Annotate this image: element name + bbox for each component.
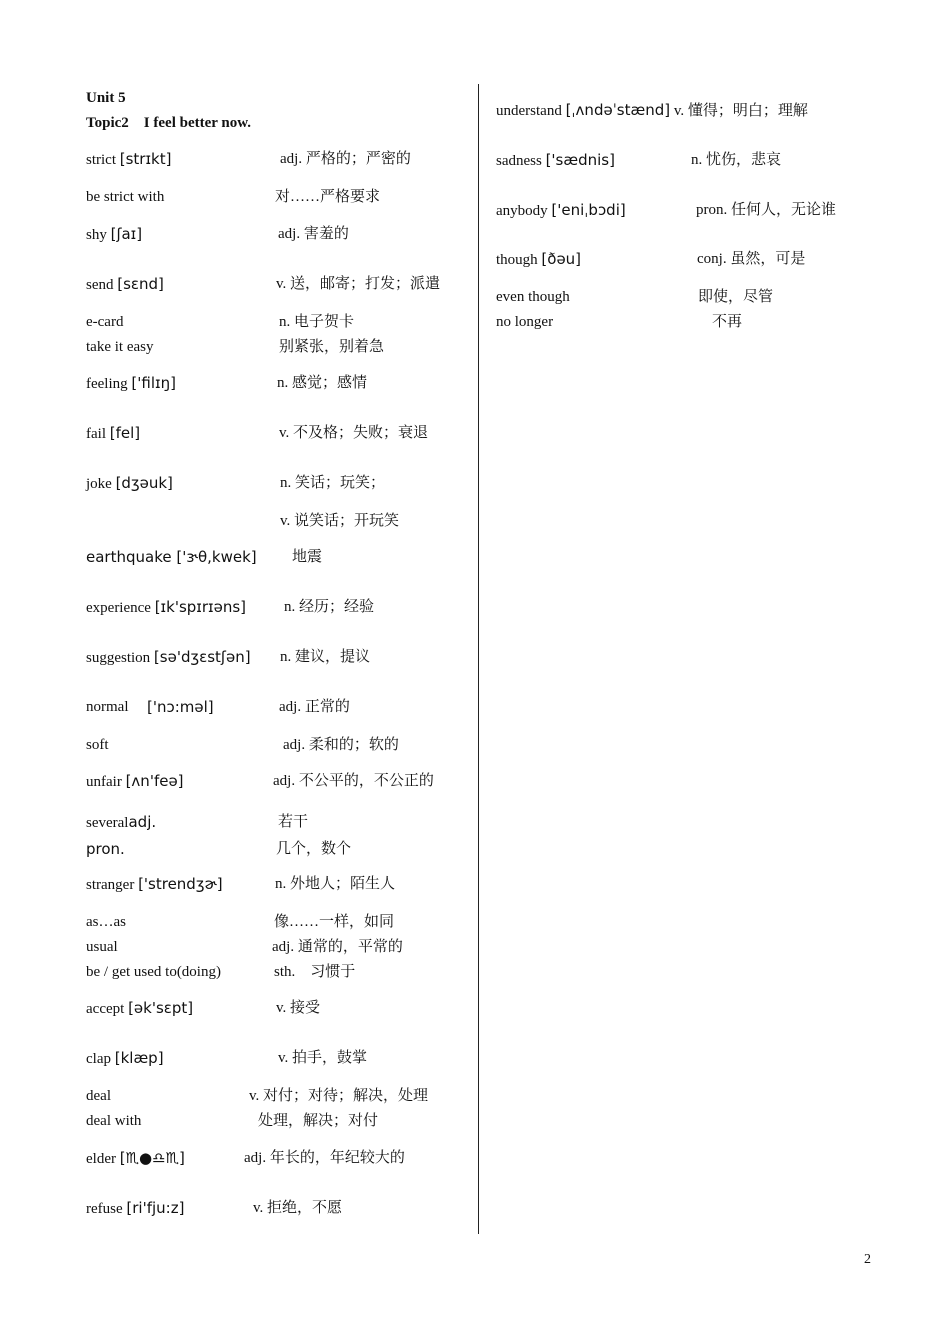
vocab-word: elder bbox=[86, 1151, 116, 1167]
vocab-word: joke bbox=[86, 476, 112, 492]
vocab-def: v. 说笑话；开玩笑 bbox=[280, 513, 400, 529]
vocab-phonetic: [sɛnd] bbox=[117, 275, 164, 293]
vocab-def: conj. 虽然，可是 bbox=[697, 251, 806, 267]
vocab-phonetic: ['nɔ:məl] bbox=[147, 698, 214, 716]
vocab-def: 对……严格要求 bbox=[275, 189, 381, 205]
vocab-def: v. 懂得；明白；理解 bbox=[673, 103, 808, 119]
vocab-word: several bbox=[86, 815, 129, 831]
column-divider bbox=[478, 84, 479, 1234]
vocab-word: clap bbox=[86, 1051, 111, 1067]
vocab-entry-accept bbox=[86, 999, 193, 1018]
vocab-def: n. 建议，提议 bbox=[280, 649, 371, 665]
vocab-phonetic: [ˌʌndəˈstænd] bbox=[565, 101, 671, 119]
vocab-def: v. 不及格；失败；衰退 bbox=[279, 425, 429, 441]
vocab-word: understand bbox=[496, 103, 562, 119]
vocab-phonetic: [fel] bbox=[109, 424, 141, 442]
vocab-entry-understand bbox=[496, 101, 808, 120]
vocab-word: even though bbox=[496, 289, 570, 305]
vocab-word: soft bbox=[86, 737, 109, 753]
vocab-def: adj. 害羞的 bbox=[278, 226, 349, 242]
vocab-def: n. 经历；经验 bbox=[284, 599, 375, 615]
vocab-def: adj. 严格的；严密的 bbox=[280, 151, 411, 167]
vocab-def: n. 外地人；陌生人 bbox=[275, 876, 396, 892]
vocab-entry-send bbox=[86, 275, 164, 294]
vocab-def: n. 电子贺卡 bbox=[279, 314, 355, 330]
vocab-word: feeling bbox=[86, 376, 128, 392]
vocab-def: sth. 习惯于 bbox=[274, 964, 356, 980]
vocab-phonetic: ['strendʒɚ] bbox=[138, 875, 223, 893]
vocab-entry-shy bbox=[86, 225, 142, 244]
vocab-entry-unfair bbox=[86, 772, 184, 791]
vocab-word: send bbox=[86, 277, 114, 293]
vocab-phonetic: [ʃaɪ] bbox=[110, 225, 143, 243]
vocab-def: pron. 任何人，无论谁 bbox=[696, 202, 836, 218]
vocab-word: anybody bbox=[496, 203, 548, 219]
vocab-word: take it easy bbox=[86, 339, 154, 355]
vocab-def: 若干 bbox=[278, 814, 309, 830]
vocab-word: no longer bbox=[496, 314, 554, 330]
vocab-phonetic: [ək'sɛpt] bbox=[128, 999, 194, 1017]
vocab-pos: pron. bbox=[86, 840, 125, 858]
vocab-phonetic: [ðəu] bbox=[541, 250, 582, 268]
vocab-word: accept bbox=[86, 1001, 125, 1017]
vocab-def: v. 对付；对待；解决，处理 bbox=[249, 1088, 429, 1104]
page-number: 2 bbox=[864, 1252, 871, 1267]
unit-heading: Unit 5 bbox=[86, 90, 126, 106]
vocab-def: 地震 bbox=[292, 549, 323, 565]
vocab-entry-joke bbox=[86, 474, 173, 493]
vocab-entry-elder bbox=[86, 1149, 185, 1168]
vocab-entry-though bbox=[496, 250, 581, 269]
vocab-word: as…as bbox=[86, 914, 126, 930]
vocab-phonetic: [dʒəuk] bbox=[115, 474, 173, 492]
vocab-word: shy bbox=[86, 227, 107, 243]
vocab-def: n. 忧伤，悲哀 bbox=[691, 152, 782, 168]
vocab-def: 不再 bbox=[712, 314, 743, 330]
vocab-word: normal bbox=[86, 699, 129, 715]
vocab-def: adj. 柔和的；软的 bbox=[283, 737, 399, 753]
vocab-entry-sadness bbox=[496, 151, 615, 170]
vocab-word: experience bbox=[86, 600, 151, 616]
vocab-def: 处理，解决；对付 bbox=[258, 1113, 379, 1129]
vocab-word: though bbox=[496, 252, 538, 268]
vocab-word: suggestion bbox=[86, 650, 151, 666]
vocab-word: be strict with bbox=[86, 189, 165, 205]
vocab-entry-clap bbox=[86, 1049, 164, 1068]
vocab-phonetic: [♏●♎♏] bbox=[119, 1149, 185, 1167]
vocab-phonetic: [ɪk'spɪrɪəns] bbox=[154, 598, 246, 616]
vocab-phonetic: [strɪkt] bbox=[119, 150, 172, 168]
vocab-entry-strict bbox=[86, 150, 171, 169]
vocab-word: fail bbox=[86, 426, 106, 442]
vocab-def: n. 笑话；玩笑； bbox=[280, 475, 386, 491]
vocab-word: sadness bbox=[496, 153, 542, 169]
vocab-def: 即使，尽管 bbox=[698, 289, 774, 305]
vocab-def: adj. 不公平的，不公正的 bbox=[273, 773, 434, 789]
vocab-def: v. 接受 bbox=[276, 1000, 321, 1016]
vocab-phonetic: ['eniˌbɔdi] bbox=[551, 201, 626, 219]
vocab-def: v. 拒绝，不愿 bbox=[253, 1200, 343, 1216]
vocab-word: unfair bbox=[86, 774, 122, 790]
vocab-entry-stranger bbox=[86, 875, 223, 894]
vocab-word: be / get used to(doing) bbox=[86, 964, 221, 980]
vocab-def: adj. 通常的，平常的 bbox=[272, 939, 403, 955]
vocab-phonetic: [klæp] bbox=[114, 1049, 164, 1067]
vocab-def: 几个，数个 bbox=[276, 841, 352, 857]
vocab-def: v. 送，邮寄；打发；派遣 bbox=[276, 276, 441, 292]
vocab-entry-feeling bbox=[86, 374, 176, 393]
vocab-word: deal bbox=[86, 1088, 111, 1104]
vocab-phonetic: ['sædnis] bbox=[545, 151, 615, 169]
vocab-phonetic: [ri'fju:z] bbox=[126, 1199, 185, 1217]
vocab-entry-suggestion bbox=[86, 648, 251, 667]
vocab-word: strict bbox=[86, 152, 116, 168]
vocab-entry-refuse bbox=[86, 1199, 184, 1218]
vocab-entry-fail bbox=[86, 424, 140, 443]
vocab-entry-experience bbox=[86, 598, 246, 617]
vocab-word: e-card bbox=[86, 314, 124, 330]
vocab-word: refuse bbox=[86, 1201, 123, 1217]
vocab-phonetic: ['filɪŋ] bbox=[131, 374, 176, 392]
vocab-word: stranger bbox=[86, 877, 135, 893]
vocab-entry-several bbox=[86, 813, 156, 832]
vocab-def: adj. 年长的，年纪较大的 bbox=[244, 1150, 405, 1166]
vocab-pos: adj. bbox=[128, 813, 157, 831]
vocab-word: deal with bbox=[86, 1113, 142, 1129]
vocab-def: adj. 正常的 bbox=[279, 699, 350, 715]
topic-heading: Topic2 I feel better now. bbox=[86, 115, 251, 131]
vocab-def: 像……一样，如同 bbox=[274, 914, 395, 930]
vocab-phonetic: earthquake ['ɝθ,kwek] bbox=[86, 548, 257, 566]
vocab-def: n. 感觉；感情 bbox=[277, 375, 368, 391]
vocab-phonetic: [sə'dʒɛstʃən] bbox=[153, 648, 251, 666]
vocab-def: 别紧张，别着急 bbox=[279, 339, 385, 355]
vocab-def: v. 拍手，鼓掌 bbox=[278, 1050, 368, 1066]
vocab-phonetic: [ʌn'feə] bbox=[125, 772, 184, 790]
vocab-entry-anybody bbox=[496, 201, 626, 220]
vocab-word: usual bbox=[86, 939, 118, 955]
